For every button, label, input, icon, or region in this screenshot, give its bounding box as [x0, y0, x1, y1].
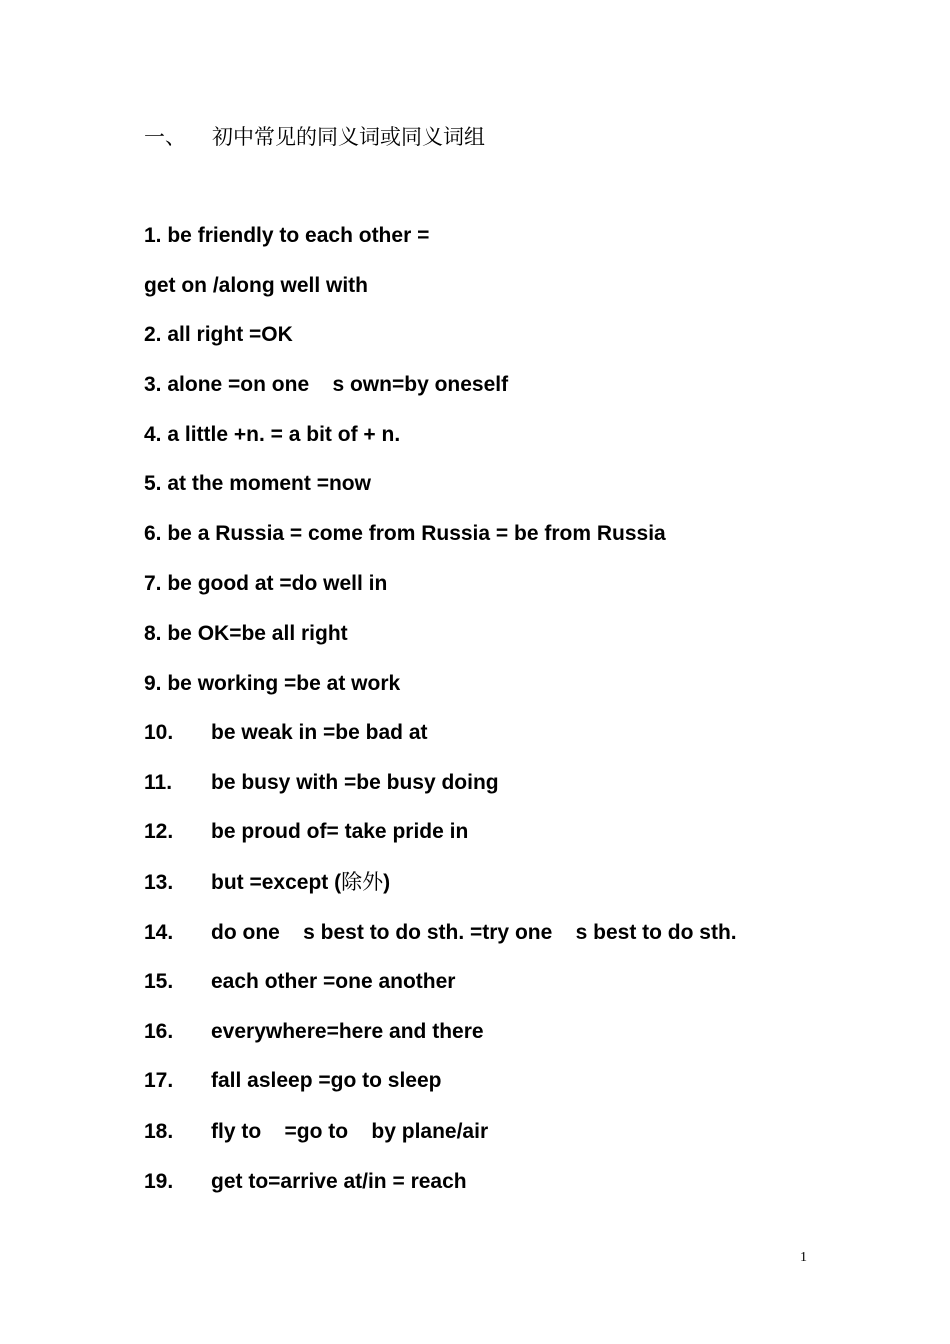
item-text: get on /along well with [144, 274, 368, 297]
item-text: a little +n. = a bit of + n. [167, 423, 401, 446]
item-text-close: ) [383, 871, 391, 894]
item-number: 17. [144, 1069, 174, 1092]
item-text: be proud of= take pride in [211, 820, 469, 843]
list-item [144, 819, 468, 845]
list-item [144, 1169, 467, 1195]
item-number: 15. [144, 970, 174, 993]
item-number: 12. [144, 820, 174, 843]
item-text: be weak in =be bad at [211, 721, 428, 744]
item-text: everywhere=here and there [211, 1020, 484, 1043]
item-text: be OK=be all right [167, 622, 348, 645]
list-item [144, 422, 400, 448]
item-number: 14. [144, 921, 174, 944]
item-text: be friendly to each other = [167, 224, 430, 247]
item-number: 1. [144, 224, 168, 247]
list-item [144, 920, 737, 946]
list-item [144, 571, 387, 597]
item-text: fly to =go to by plane/air [211, 1120, 489, 1143]
item-number: 7. [144, 572, 168, 595]
item-number: 13. [144, 871, 174, 894]
list-item [144, 621, 348, 647]
item-number: 19. [144, 1170, 174, 1193]
item-number: 4. [144, 423, 168, 446]
item-text: alone =on one s own=by oneself [167, 373, 509, 396]
section-title: 初中常见的同义词或同义词组 [212, 125, 485, 149]
item-number: 10. [144, 721, 174, 744]
list-item [144, 1019, 484, 1045]
item-text: be good at =do well in [167, 572, 388, 595]
list-item [144, 223, 429, 249]
list-item [144, 1068, 442, 1094]
item-number: 3. [144, 373, 168, 396]
list-item [144, 471, 371, 497]
list-item [144, 1119, 488, 1145]
item-number: 6. [144, 522, 168, 545]
list-item [144, 521, 666, 547]
list-item [144, 869, 390, 896]
section-number: 一、 [144, 125, 186, 149]
item-number: 8. [144, 622, 168, 645]
section-heading [144, 121, 485, 151]
list-item [144, 770, 499, 796]
item-text: get to=arrive at/in = reach [211, 1170, 467, 1193]
list-item [144, 671, 400, 697]
item-number: 16. [144, 1020, 174, 1043]
list-item [144, 372, 508, 398]
item-text: fall asleep =go to sleep [211, 1069, 442, 1092]
item-text: but =except ( [211, 871, 342, 894]
list-item [144, 969, 455, 995]
item-text: each other =one another [211, 970, 456, 993]
item-chinese-gloss: 除外 [341, 870, 384, 894]
item-number: 9. [144, 672, 168, 695]
item-text: at the moment =now [167, 472, 371, 495]
item-number: 2. [144, 323, 168, 346]
page-number: 1 [800, 1250, 807, 1265]
list-item [144, 720, 428, 746]
item-number: 11. [144, 771, 173, 794]
list-item [144, 322, 293, 348]
item-text: be busy with =be busy doing [211, 771, 499, 794]
item-text: be working =be at work [167, 672, 401, 695]
item-text: all right =OK [167, 323, 293, 346]
item-number: 5. [144, 472, 168, 495]
item-text: be a Russia = come from Russia = be from Russia [167, 522, 666, 545]
item-text: do one s best to do sth. =try one s best to do sth. [211, 921, 737, 944]
item-number: 18. [144, 1120, 174, 1143]
list-item-continuation [144, 273, 368, 299]
